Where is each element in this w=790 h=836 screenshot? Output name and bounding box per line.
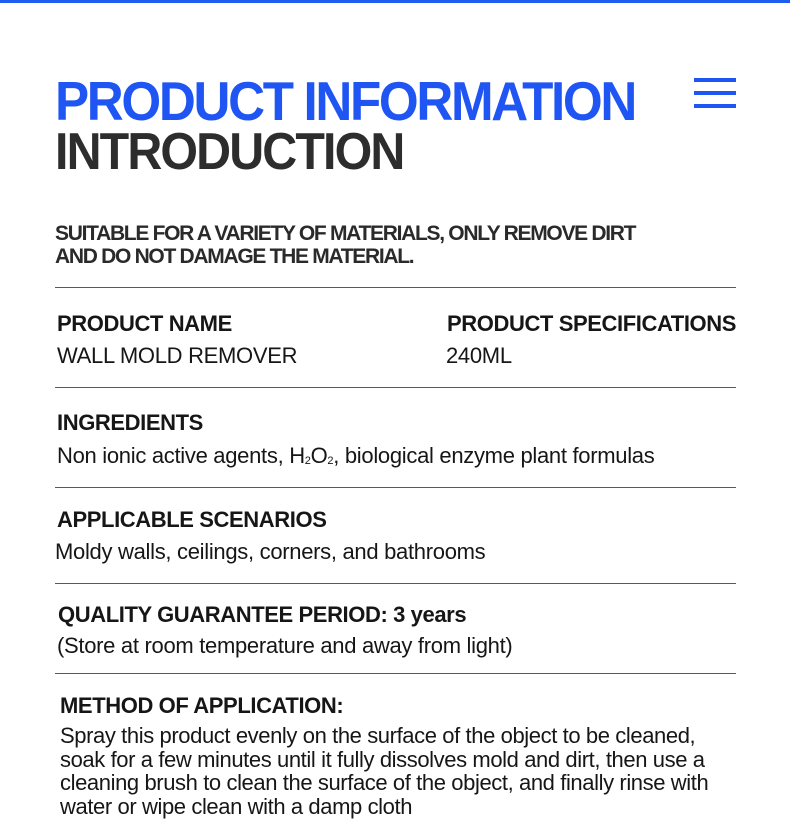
quality-guarantee-value: (Store at room temperature and away from light) [57, 633, 513, 658]
method-of-application-value: Spray this product evenly on the surface of the object to be cleaned, soak for a few minutes until it fully dissolves mold and dirt, then use a cleaning brush to clean the surface of the object, and finally rinse with water or wipe clean with a damp cloth [60, 723, 709, 819]
divider [55, 583, 736, 584]
method-of-application-label: METHOD OF APPLICATION: [60, 693, 344, 718]
tagline: SUITABLE FOR A VARIETY OF MATERIALS, ONLY REMOVE DIRT AND DO NOT DAMAGE THE MATERIAL. [55, 222, 636, 268]
applicable-scenarios-label: APPLICABLE SCENARIOS [57, 507, 327, 532]
divider [55, 287, 736, 288]
divider [55, 673, 736, 674]
product-name-value: WALL MOLD REMOVER [57, 343, 298, 368]
applicable-scenarios-value: Moldy walls, ceilings, corners, and bathrooms [55, 539, 486, 564]
hamburger-menu-icon[interactable] [694, 78, 736, 108]
menu-bar [694, 78, 736, 82]
quality-guarantee-label: QUALITY GUARANTEE PERIOD: 3 years [58, 602, 467, 627]
divider [55, 487, 736, 488]
product-specifications-label: PRODUCT SPECIFICATIONS [447, 311, 737, 336]
menu-bar [694, 104, 736, 108]
ingredients-value: Non ionic active agents, $H_2O_2$, biological enzyme plant formulas [57, 443, 655, 468]
product-name-label: PRODUCT NAME [57, 311, 232, 336]
ingredients-label: INGREDIENTS [57, 410, 203, 435]
top-accent-rule [0, 0, 790, 3]
menu-bar [694, 91, 736, 95]
product-specifications-value: 240ML [446, 343, 512, 368]
divider [55, 387, 736, 388]
page-subtitle: INTRODUCTION [55, 123, 404, 181]
page-title: PRODUCT INFORMATION [55, 70, 636, 132]
